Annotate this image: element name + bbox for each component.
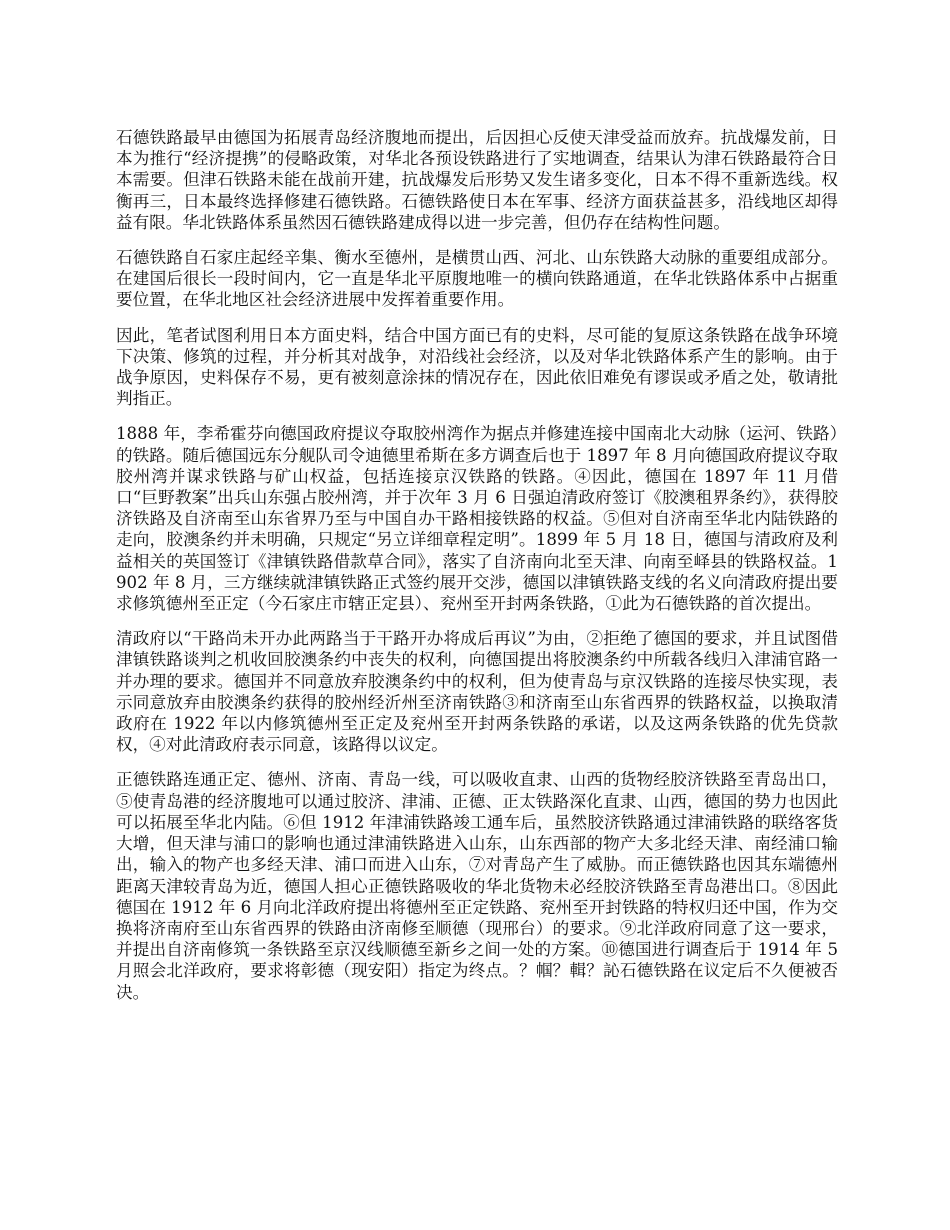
paragraph-zhengde-railway: 正德铁路连通正定、德州、济南、青岛一线，可以吸收直隶、山西的货物经胶济铁路至青岛出口，⑤使青岛港的经济腹地可以通过胶济、津浦、正德、正太铁路深化直隶、山西，德国的势力也因此可以拓展至华北内陆。⑥但 1912 年津浦铁路竣工通车后，虽然胶济铁路通过津浦铁路的联络客货大增，但天津与浦口的影响也通过津浦铁路进入山东，山东西部的物产大多北经天津、南经浦口输出，输入的物产也多经天津、浦口而进入山东，⑦对青岛产生了威胁。而正德铁路也因其东端德州距离天津较青岛为近，德国人担心正德铁路吸收的华北货物未必经胶济铁路至青岛港出口。⑧因此德国在 1912 年 6 月向北洋政府提出将德州至正定铁路、兖州至开封铁路的特权归还中国，作为交换将济南府至山东省西界的铁路由济南修至顺德（现邢台）的要求。⑨北洋政府同意了这一要求，并提出自济南修筑一条铁路至京汉线顺德至新乡之间一处的方案。⑩德国进行调查后于 1914 年 5 月照会北洋政府，要求将彰德（现安阳）指定为终点。？帼？輯？訫石德铁路在议定后不久便被否决。 — [116, 770, 838, 1002]
paragraph-research-purpose: 因此，笔者试图利用日本方面史料，结合中国方面已有的史料，尽可能的复原这条铁路在战争环境下决策、修筑的过程，并分析其对战争，对沿线社会经济，以及对华北铁路体系产生的影响。由于战争原因，史料保存不易，更有被刻意涂抹的情况存在，因此依旧难免有谬误或矛盾之处，敬请批判指正。 — [116, 325, 838, 409]
document-body — [116, 127, 838, 1017]
paragraph-german-proposal: 1888 年，李希霍芬向德国政府提议夺取胶州湾作为据点并修建连接中国南北大动脉（运河、铁路）的铁路。随后德国远东分舰队司令迪德里希斯在多方调查后也于 1897 年 8 月向德国政府提议夺取胶州湾并谋求铁路与矿山权益，包括连接京汉铁路的铁路。④因此，德国在 1897 年 11 月借口“巨野教案”出兵山东强占胶州湾，并于次年 3 月 6 日强迫清政府签订《胶澳租界条约》，获得胶济铁路及自济南至山东省界乃至与中国自办干路相接铁路的权益。⑤但对自济南至华北内陆铁路的走向，胶澳条约并未明确，只规定“另立详细章程定明”。1899 年 5 月 18 日，德国与清政府及利益相关的英国签订《津镇铁路借款草合同》，落实了自济南向北至天津、向南至峄县的铁路权益。1902 年 8 月，三方继续就津镇铁路正式签约展开交涉，德国以津镇铁路支线的名义向清政府提出要求修筑德州至正定（今石家庄市辖正定县）、兖州至开封两条铁路，①此为石德铁路的首次提出。 — [116, 424, 838, 614]
paragraph-overview: 石德铁路最早由德国为拓展青岛经济腹地而提出，后因担心反使天津受益而放弃。抗战爆发前，日本为推行“经济提携”的侵略政策，对华北各预设铁路进行了实地调查，结果认为津石铁路最符合日本需要。但津石铁路未能在战前开建，抗战爆发后形势又发生诸多变化，日本不得不重新选线。权衡再三，日本最终选择修建石德铁路。石德铁路使日本在军事、经济方面获益甚多，沿线地区却得益有限。华北铁路体系虽然因石德铁路建成得以进一步完善，但仍存在结构性问题。 — [116, 128, 838, 232]
paragraph-route-description: 石德铁路自石家庄起经辛集、衡水至德州，是横贯山西、河北、山东铁路大动脉的重要组成部分。在建国后很长一段时间内，它一直是华北平原腹地唯一的横向铁路通道，在华北铁路体系中占据重要位置，在华北地区社会经济进展中发挥着重要作用。 — [116, 248, 838, 310]
paragraph-qing-negotiation: 清政府以“干路尚未开办此两路当于干路开办将成后再议”为由，②拒绝了德国的要求，并且试图借津镇铁路谈判之机收回胶澳条约中丧失的权利，向德国提出将胶澳条约中所载各线归入津浦官路一并办理的要求。德国并不同意放弃胶澳条约中的权利，但为使青岛与京汉铁路的连接尽快实现，表示同意放弃由胶澳条约获得的胶州经沂州至济南铁路③和济南至山东省西界的铁路权益，以换取清政府在 1922 年以内修筑德州至正定及兖州至开封两条铁路的承诺，以及这两条铁路的优先贷款权，④对此清政府表示同意，该路得以议定。 — [116, 629, 838, 755]
